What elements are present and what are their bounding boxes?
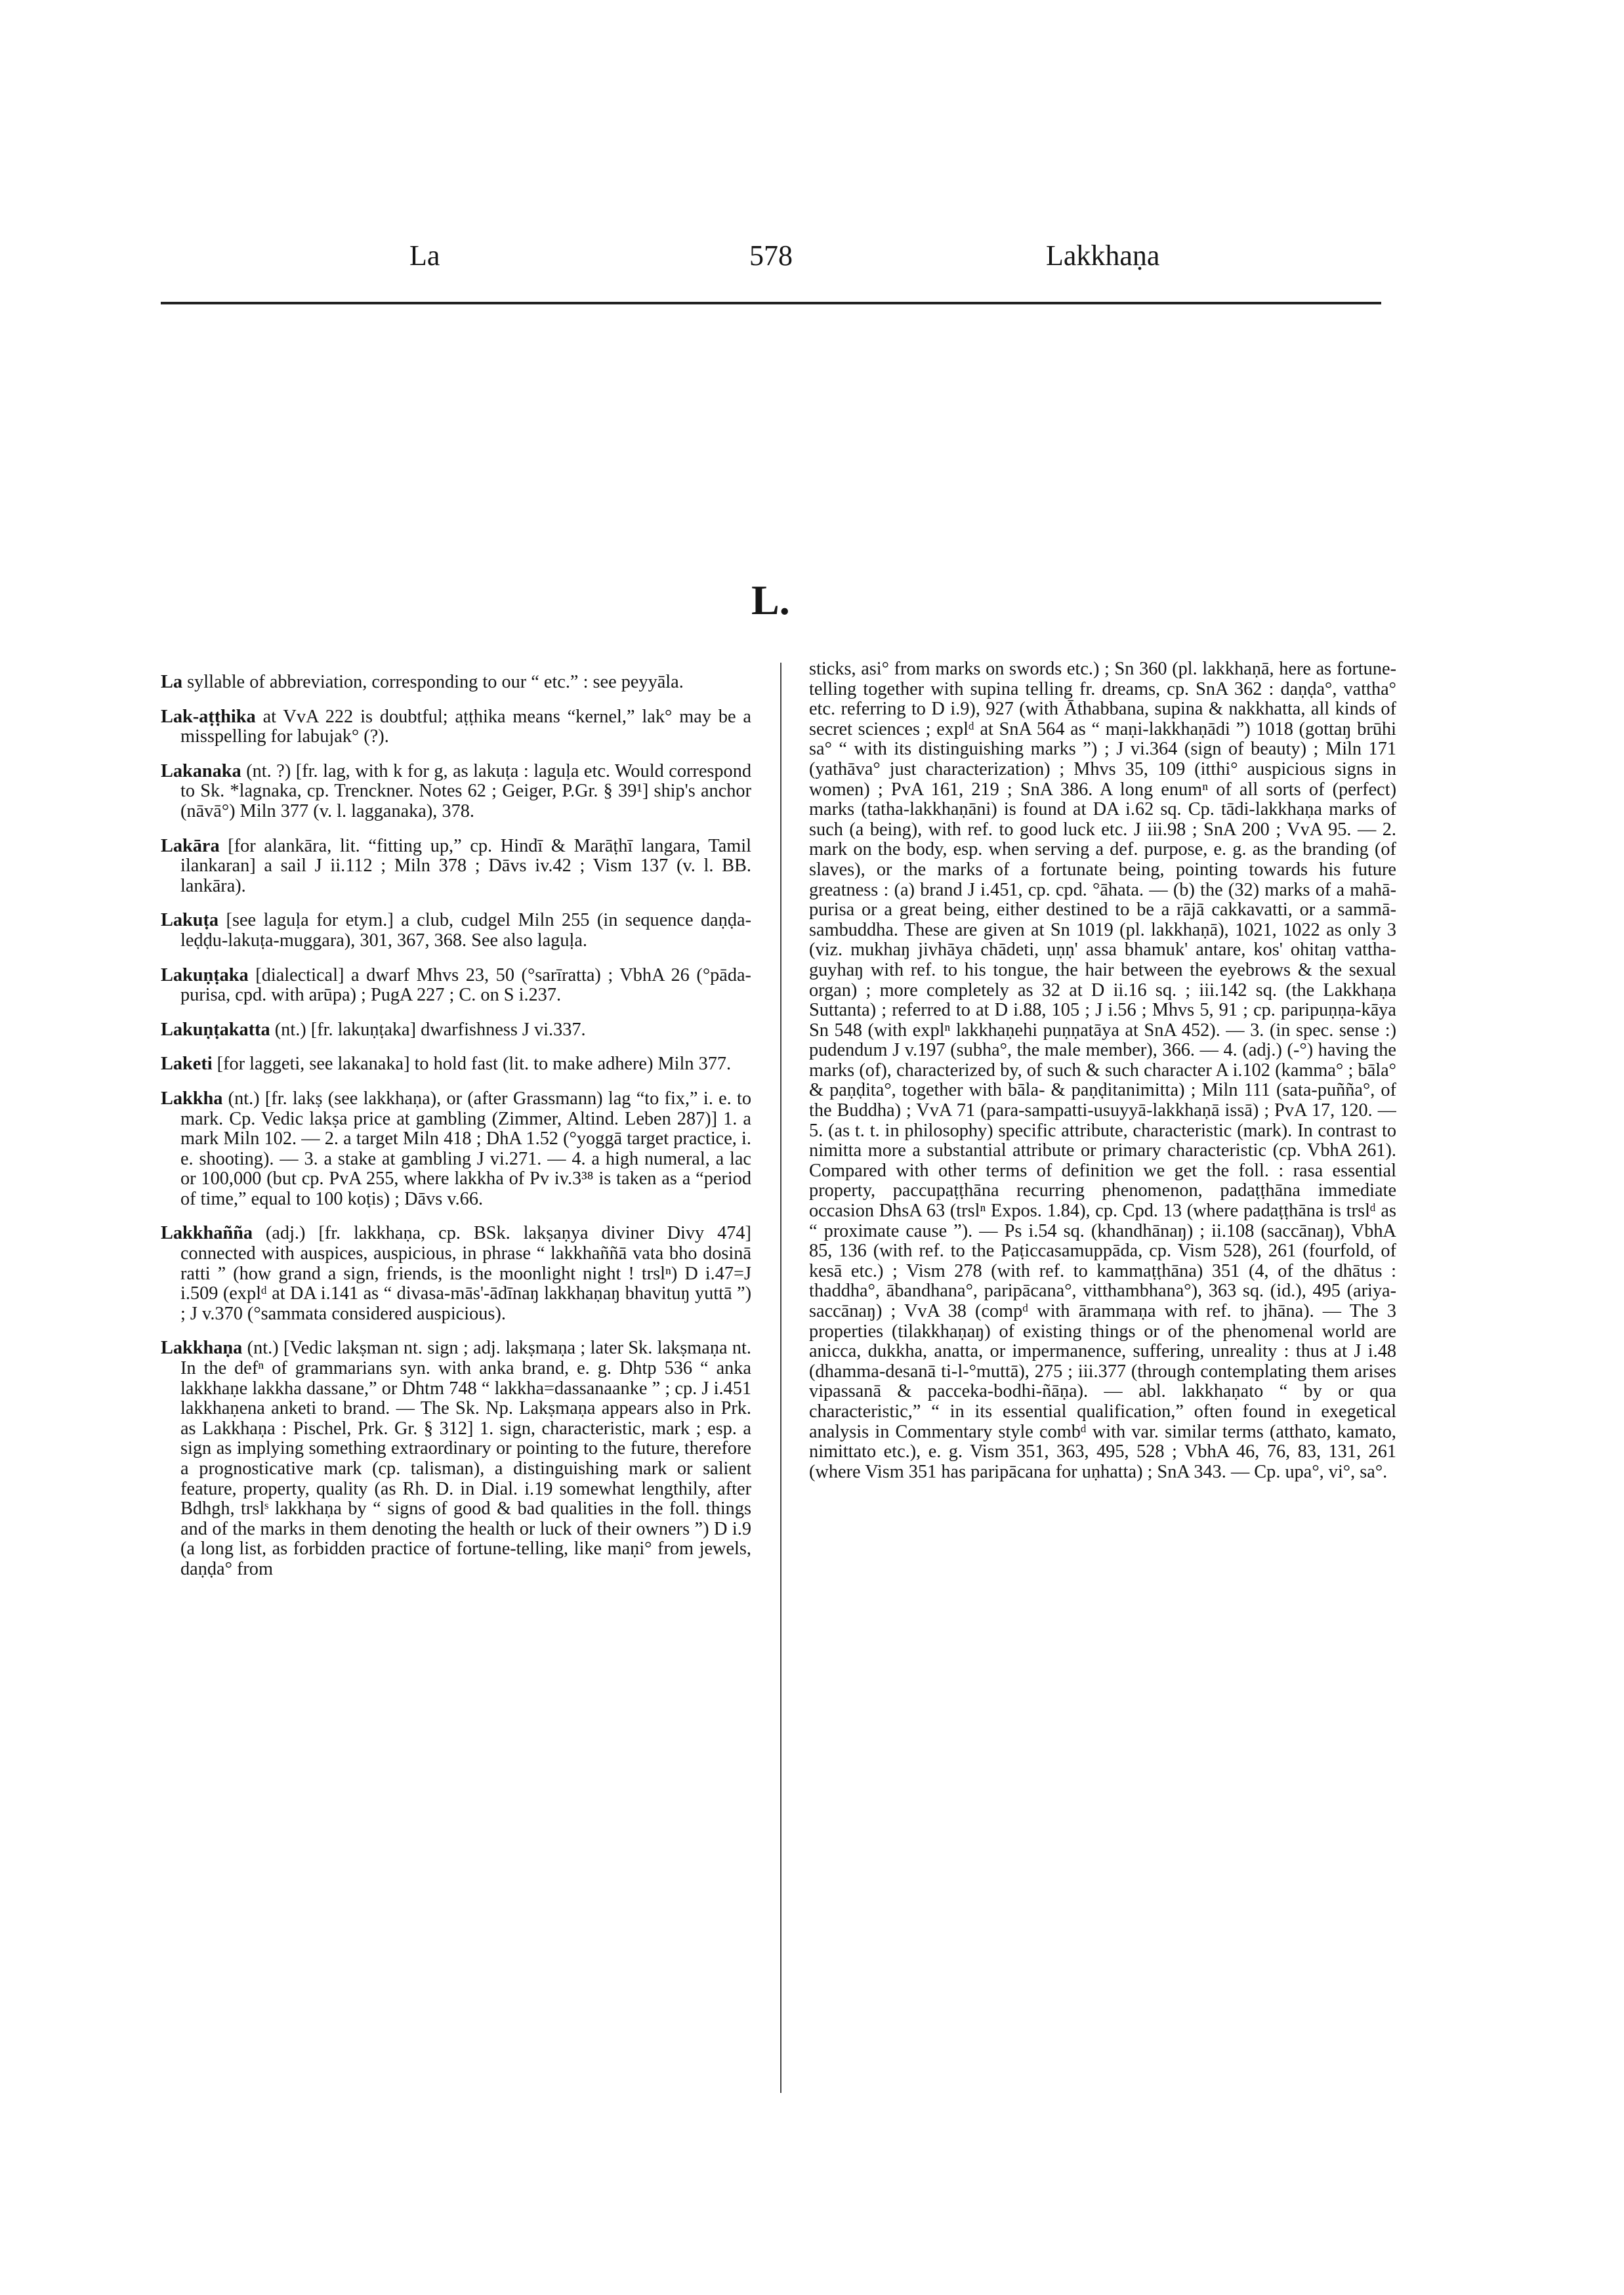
column-divider	[780, 663, 781, 2093]
entry-text: [for alankāra, lit. “fitting up,” cp. Hindī & Marāṭhī langara, Tamil ilankaran] a sail J ii.112 ; Miln 378 ; Dāvs iv.42 ; Vism 137 (v. l. BB. lankāra).	[180, 835, 751, 896]
left-column	[161, 672, 751, 2116]
entry-headword: Lakuṭa	[161, 910, 219, 931]
dictionary-entry	[161, 966, 751, 1006]
entry-text: [see laguḷa for etym.] a club, cudgel Miln 255 (in sequence daṇḍa-leḍḍu-lakuṭa-muggara), 301, 367, 368. See also laguḷa.	[180, 910, 751, 951]
header-right-guide-word: Lakkhaṇa	[1046, 239, 1160, 272]
entry-text: syllable of abbreviation, corresponding to our “ etc.” : see peyyāla.	[182, 672, 684, 692]
entry-headword: Lakuṇṭakatta	[161, 1019, 270, 1040]
entry-text: (nt.) [fr. lakuṇṭaka] dwarfishness J vi.337.	[270, 1019, 586, 1040]
entry-headword: Lakāra	[161, 835, 220, 856]
entry-text: [dialectical] a dwarf Mhvs 23, 50 (°sarīratta) ; VbhA 26 (°pāda-purisa, cpd. with arūpa) ; PugA 227 ; C. on S i.237.	[180, 964, 751, 1006]
entry-text: (nt.) [fr. lakṣ (see lakkhaṇa), or (after Grassmann) lag “to fix,” i. e. to mark. Cp. Vedic lakṣa price at gambling (Zimmer, Altind. Leben 287)] 1. a mark Miln 102. — 2. a target Miln 418 ; DhA 1.52 (°yoggā target practice, i. e. shooting). — 3. a stake at gambling J vi.271. — 4. a high numeral, a lac or 100,000 (but cp. PvA 255, where lakkha of Pv iv.3³⁸ is taken as a “period of time,” equal to 100 koṭis) ; Dāvs v.66.	[180, 1088, 751, 1209]
entry-text: at VvA 222 is doubtful; aṭṭhika means “kernel,” lak° may be a misspelling for labujak° (?).	[180, 706, 751, 747]
entry-headword: Lakkha	[161, 1088, 223, 1109]
dictionary-entry	[161, 837, 751, 897]
dictionary-entry	[161, 911, 751, 951]
header-rule	[161, 302, 1381, 304]
dictionary-entry	[161, 1089, 751, 1210]
dictionary-entry	[161, 672, 751, 693]
dictionary-entry	[161, 1338, 751, 1579]
right-column	[809, 659, 1396, 2103]
entry-headword: Lakkhañña	[161, 1223, 253, 1244]
header-left-guide-word: La	[409, 239, 440, 272]
entry-headword: Lakanaka	[161, 760, 241, 781]
dictionary-entry	[161, 1224, 751, 1324]
page-number: 578	[749, 239, 793, 272]
entry-headword: Lakkhaṇa	[161, 1338, 243, 1359]
entry-text: [for laggeti, see lakanaka] to hold fast (lit. to make adhere) Miln 377.	[212, 1054, 732, 1075]
entry-continuation: sticks, asi° from marks on swords etc.) ; Sn 360 (pl. lakkhaṇā, here as fortune-telling together with supina telling fr. dreams, cp. SnA 362 : daṇḍa°, vattha° etc. referring to D i.9), 927 (with Āthabbana, supina & nakkhatta, all kinds of secret sciences ; explᵈ at SnA 564 as “ maṇi-lakkhaṇādi ”) 1018 (gottaŋ brūhi sa° “ with its distinguishing marks ”) ; J vi.364 (sign of beauty) ; Miln 171 (yathāva° just characterization) ; Mhvs 35, 109 (itthi° auspicious signs in women) ; PvA 161, 219 ; SnA 386. A long enumⁿ of all sorts of (perfect) marks (tatha-lakkhaṇāni) is found at DA i.62 sq. Cp. tādi-lakkhaṇa marks of such (a being), with ref. to good luck etc. J iii.98 ; SnA 200 ; VvA 95. — 2. mark on the body, esp. when serving a def. purpose, e. g. as the branding (of slaves), or the marks of a fortunate being, pointing towards his future greatness : (a) brand J i.451, cp. cpd. °āhata. — (b) the (32) marks of a mahā-purisa or a great being, either destined to be a rājā cakkavatti, or a sammā-sambuddha. These are given at Sn 1019 (pl. lakkhaṇā), 1021, 1022 as only 3 (viz. mukhaŋ jivhāya chādeti, uṇṇ' assa bhamuk' antare, kos' ohitaŋ vattha-guyhaŋ with ref. to his tongue, the hair between the eyebrows & the sexual organ) ; more completely as 32 at D ii.16 sq. ; iii.142 sq. (the Lakkhaṇa Suttanta) ; referred to at D i.88, 105 ; J i.56 ; Mhvs 5, 91 ; cp. paripuṇṇa-kāya Sn 548 (with explⁿ lakkhaṇehi puṇṇatāya at SnA 452). — 3. (in spec. sense :) pudendum J v.197 (subha°, the male member), 366. — 4. (adj.) (-°) having the marks (of), characterized by, of such & such character A i.102 (kamma° ; bāla° & paṇḍita°, together with bāla- & paṇḍitanimitta) ; Miln 111 (sata-puñña°, of the Buddha) ; VvA 71 (para-sampatti-usuyyā-lakkhaṇā issā) ; PvA 17, 120. — 5. (as t. t. in philosophy) specific attribute, characteristic (mark). In contrast to nimitta more a substantial attribute or primary characteristic (cp. VbhA 261). Compared with other terms of definition we get the foll. : rasa essential property, paccupaṭṭhāna recurring phenomenon, padaṭṭhāna immediate occasion DhsA 63 (trslⁿ Expos. 1.84), cp. Cpd. 13 (where padaṭṭhāna is trslᵈ as “ proximate cause ”). — Ps i.54 sq. (khandhānaŋ) ; ii.108 (saccānaŋ), VbhA 85, 136 (with ref. to the Paṭiccasamuppāda, cp. Vism 528), 261 (fourfold, of kesā etc.) ; Vism 278 (with ref. to kammaṭṭhāna) 351 (4, of the dhātus : thaddha°, ābandhana°, paripācana°, vitthambhana°), 363 sq. (id.), 495 (ariya-saccānaŋ) ; VvA 38 (compᵈ with ārammaṇa with ref. to jhāna). — The 3 properties (tilakkhaṇaŋ) of existing things or of the phenomenal world are anicca, dukkha, anatta, or impermanence, suffering, unreality : thus at J i.48 (dhamma-desanā ti-l-°muttā), 275 ; iii.377 (through contemplating them arises vipassanā & pacceka-bodhi-ñāṇa). — abl. lakkhaṇato “ by or qua characteristic,” “ in its essential qualification,” often found in exegetical analysis in Commentary style combᵈ with var. similar terms (atthato, kamato, nimittato etc.), e. g. Vism 351, 363, 495, 528 ; VbhA 46, 76, 83, 131, 261 (where Vism 351 has paripācana for uṇhatta) ; SnA 343. — Cp. upa°, vi°, sa°.	[809, 659, 1396, 1482]
entry-headword: Lak-aṭṭhika	[161, 706, 256, 727]
entry-text: (nt.) [Vedic lakṣman nt. sign ; adj. lakṣmaṇa ; later Sk. lakṣmaṇa nt. In the defⁿ of grammarians syn. with anka brand, e. g. Dhtp 536 “ anka lakkhaṇe lakkha dassane,” or Dhtm 748 “ lakkha=dassanaanke ” ; cp. J i.451 lakkhaṇena anketi to brand. — The Sk. Np. Lakṣmaṇa appears also in Prk. as Lakkhaṇa : Pischel, Prk. Gr. § 312] 1. sign, characteristic, mark ; esp. a sign as implying something extraordinary or pointing to the future, therefore a prognosticative mark (cp. talisman), a distinguishing mark or salient feature, property, quality (as Rh. D. in Dial. i.19 somewhat lengthily, after Bdhgh, trslˢ lakkhaṇa by “ signs of good & bad qualities in the foll. things and of the marks in them denoting the health or luck of their owners ”) D i.9 (a long list, as forbidden practice of fortune-telling, like maṇi° from jewels, daṇḍa° from	[180, 1338, 751, 1579]
section-letter: L.	[751, 577, 790, 623]
dictionary-entry	[161, 1020, 751, 1041]
dictionary-entry	[161, 762, 751, 822]
dictionary-entry	[161, 1054, 751, 1075]
entry-text: (nt. ?) [fr. lag, with k for g, as lakuṭa : laguḷa etc. Would correspond to Sk. *lagnaka, cp. Trenckner. Notes 62 ; Geiger, P.Gr. § 39¹] ship's anchor (nāvā°) Miln 377 (v. l. lagganaka), 378.	[180, 760, 751, 821]
entry-text: (adj.) [fr. lakkhaṇa, cp. BSk. lakṣaṇya diviner Divy 474] connected with auspices, auspicious, in phrase “ lakkhaññā vata bho dosinā ratti ” (how grand a sign, friends, is the moonlight night ! trslⁿ) D i.47=J i.509 (explᵈ at DA i.141 as “ divasa-mās'-ādīnaŋ lakkhaṇaŋ bhavituŋ yuttā ”) ; J v.370 (°sammata considered auspicious).	[180, 1223, 751, 1324]
entry-headword: Laketi	[161, 1054, 213, 1075]
entry-headword: Lakuṇṭaka	[161, 964, 249, 985]
entry-headword: La	[161, 672, 183, 692]
dictionary-entry	[161, 707, 751, 747]
